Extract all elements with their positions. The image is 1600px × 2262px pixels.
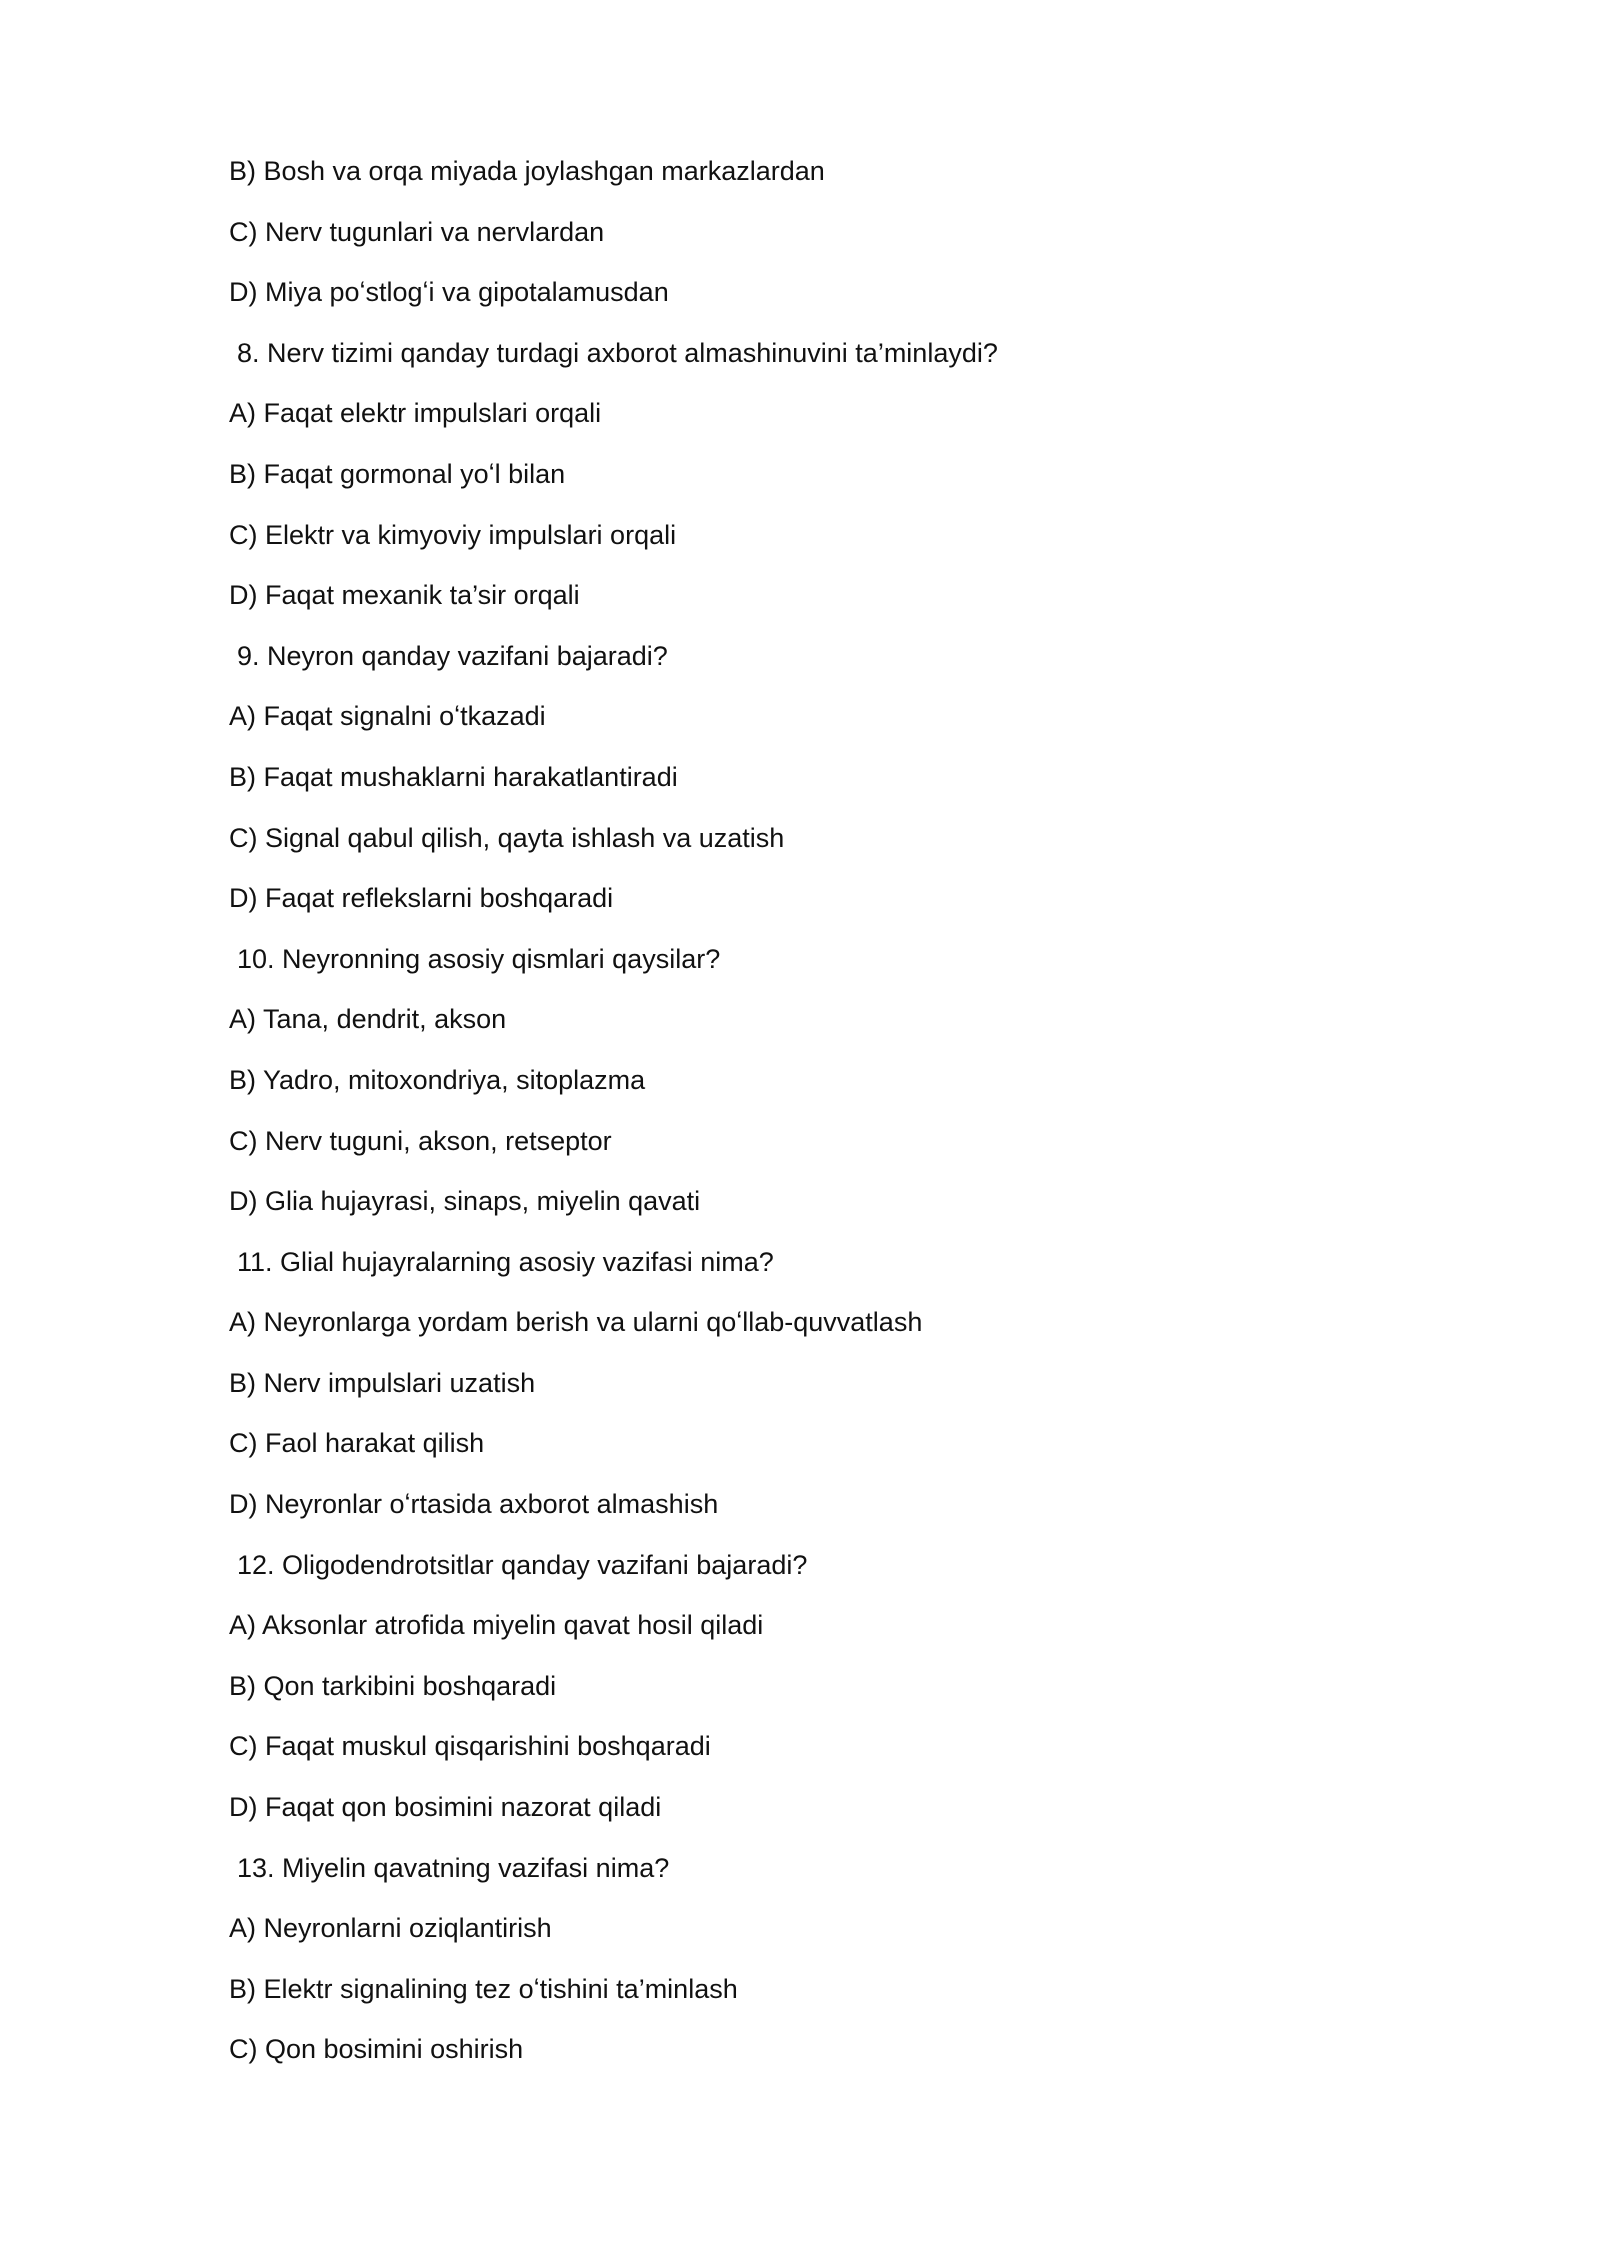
answer-option: A) Faqat elektr impulslari orqali: [229, 398, 602, 429]
answer-option: D) Miya poʻstlogʻi va gipotalamusdan: [229, 277, 669, 308]
answer-option: A) Neyronlarni oziqlantirish: [229, 1913, 552, 1944]
answer-option: C) Nerv tuguni, akson, retseptor: [229, 1125, 612, 1156]
answer-option: C) Elektr va kimyoviy impulslari orqali: [229, 519, 677, 550]
answer-option: C) Nerv tugunlari va nervlardan: [229, 216, 605, 247]
question-text: 12. Oligodendrotsitlar qanday vazifani bajaradi?: [237, 1549, 808, 1580]
answer-option: D) Faqat mexanik ta’sir orqali: [229, 580, 580, 611]
answer-option: C) Faqat muskul qisqarishini boshqaradi: [229, 1731, 711, 1762]
answer-option: D) Neyronlar oʻrtasida axborot almashish: [229, 1489, 719, 1520]
answer-option: B) Bosh va orqa miyada joylashgan markazlardan: [229, 156, 825, 186]
answer-option: D) Faqat reflekslarni boshqaradi: [229, 883, 614, 914]
answer-option: B) Qon tarkibini boshqaradi: [229, 1670, 557, 1701]
question-text: 8. Nerv tizimi qanday turdagi axborot almashinuvini ta’minlaydi?: [237, 337, 998, 368]
answer-option: C) Qon bosimini oshirish: [229, 2034, 524, 2065]
answer-option: A) Aksonlar atrofida miyelin qavat hosil qiladi: [229, 1610, 764, 1641]
answer-option: D) Glia hujayrasi, sinaps, miyelin qavati: [229, 1186, 701, 1217]
answer-option: C) Signal qabul qilish, qayta ishlash va uzatish: [229, 822, 785, 853]
answer-option: B) Elektr signalining tez oʻtishini ta’minlash: [229, 1973, 738, 2004]
answer-option: D) Faqat qon bosimini nazorat qiladi: [229, 1792, 662, 1823]
answer-option: B) Nerv impulslari uzatish: [229, 1367, 536, 1398]
answer-option: B) Faqat mushaklarni harakatlantiradi: [229, 761, 678, 792]
question-text: 9. Neyron qanday vazifani bajaradi?: [237, 640, 668, 671]
question-text: 10. Neyronning asosiy qismlari qaysilar?: [237, 943, 721, 974]
answer-option: B) Yadro, mitoxondriya, sitoplazma: [229, 1064, 646, 1095]
answer-option: A) Faqat signalni oʻtkazadi: [229, 701, 546, 732]
question-text: 13. Miyelin qavatning vazifasi nima?: [237, 1852, 670, 1883]
document-body: [229, 148, 1429, 2087]
question-text: 11. Glial hujayralarning asosiy vazifasi nima?: [237, 1246, 774, 1277]
answer-option: A) Tana, dendrit, akson: [229, 1004, 507, 1035]
answer-option: C) Faol harakat qilish: [229, 1428, 485, 1459]
answer-option: A) Neyronlarga yordam berish va ularni qoʻllab-quvvatlash: [229, 1307, 923, 1338]
answer-option: B) Faqat gormonal yoʻl bilan: [229, 458, 566, 489]
